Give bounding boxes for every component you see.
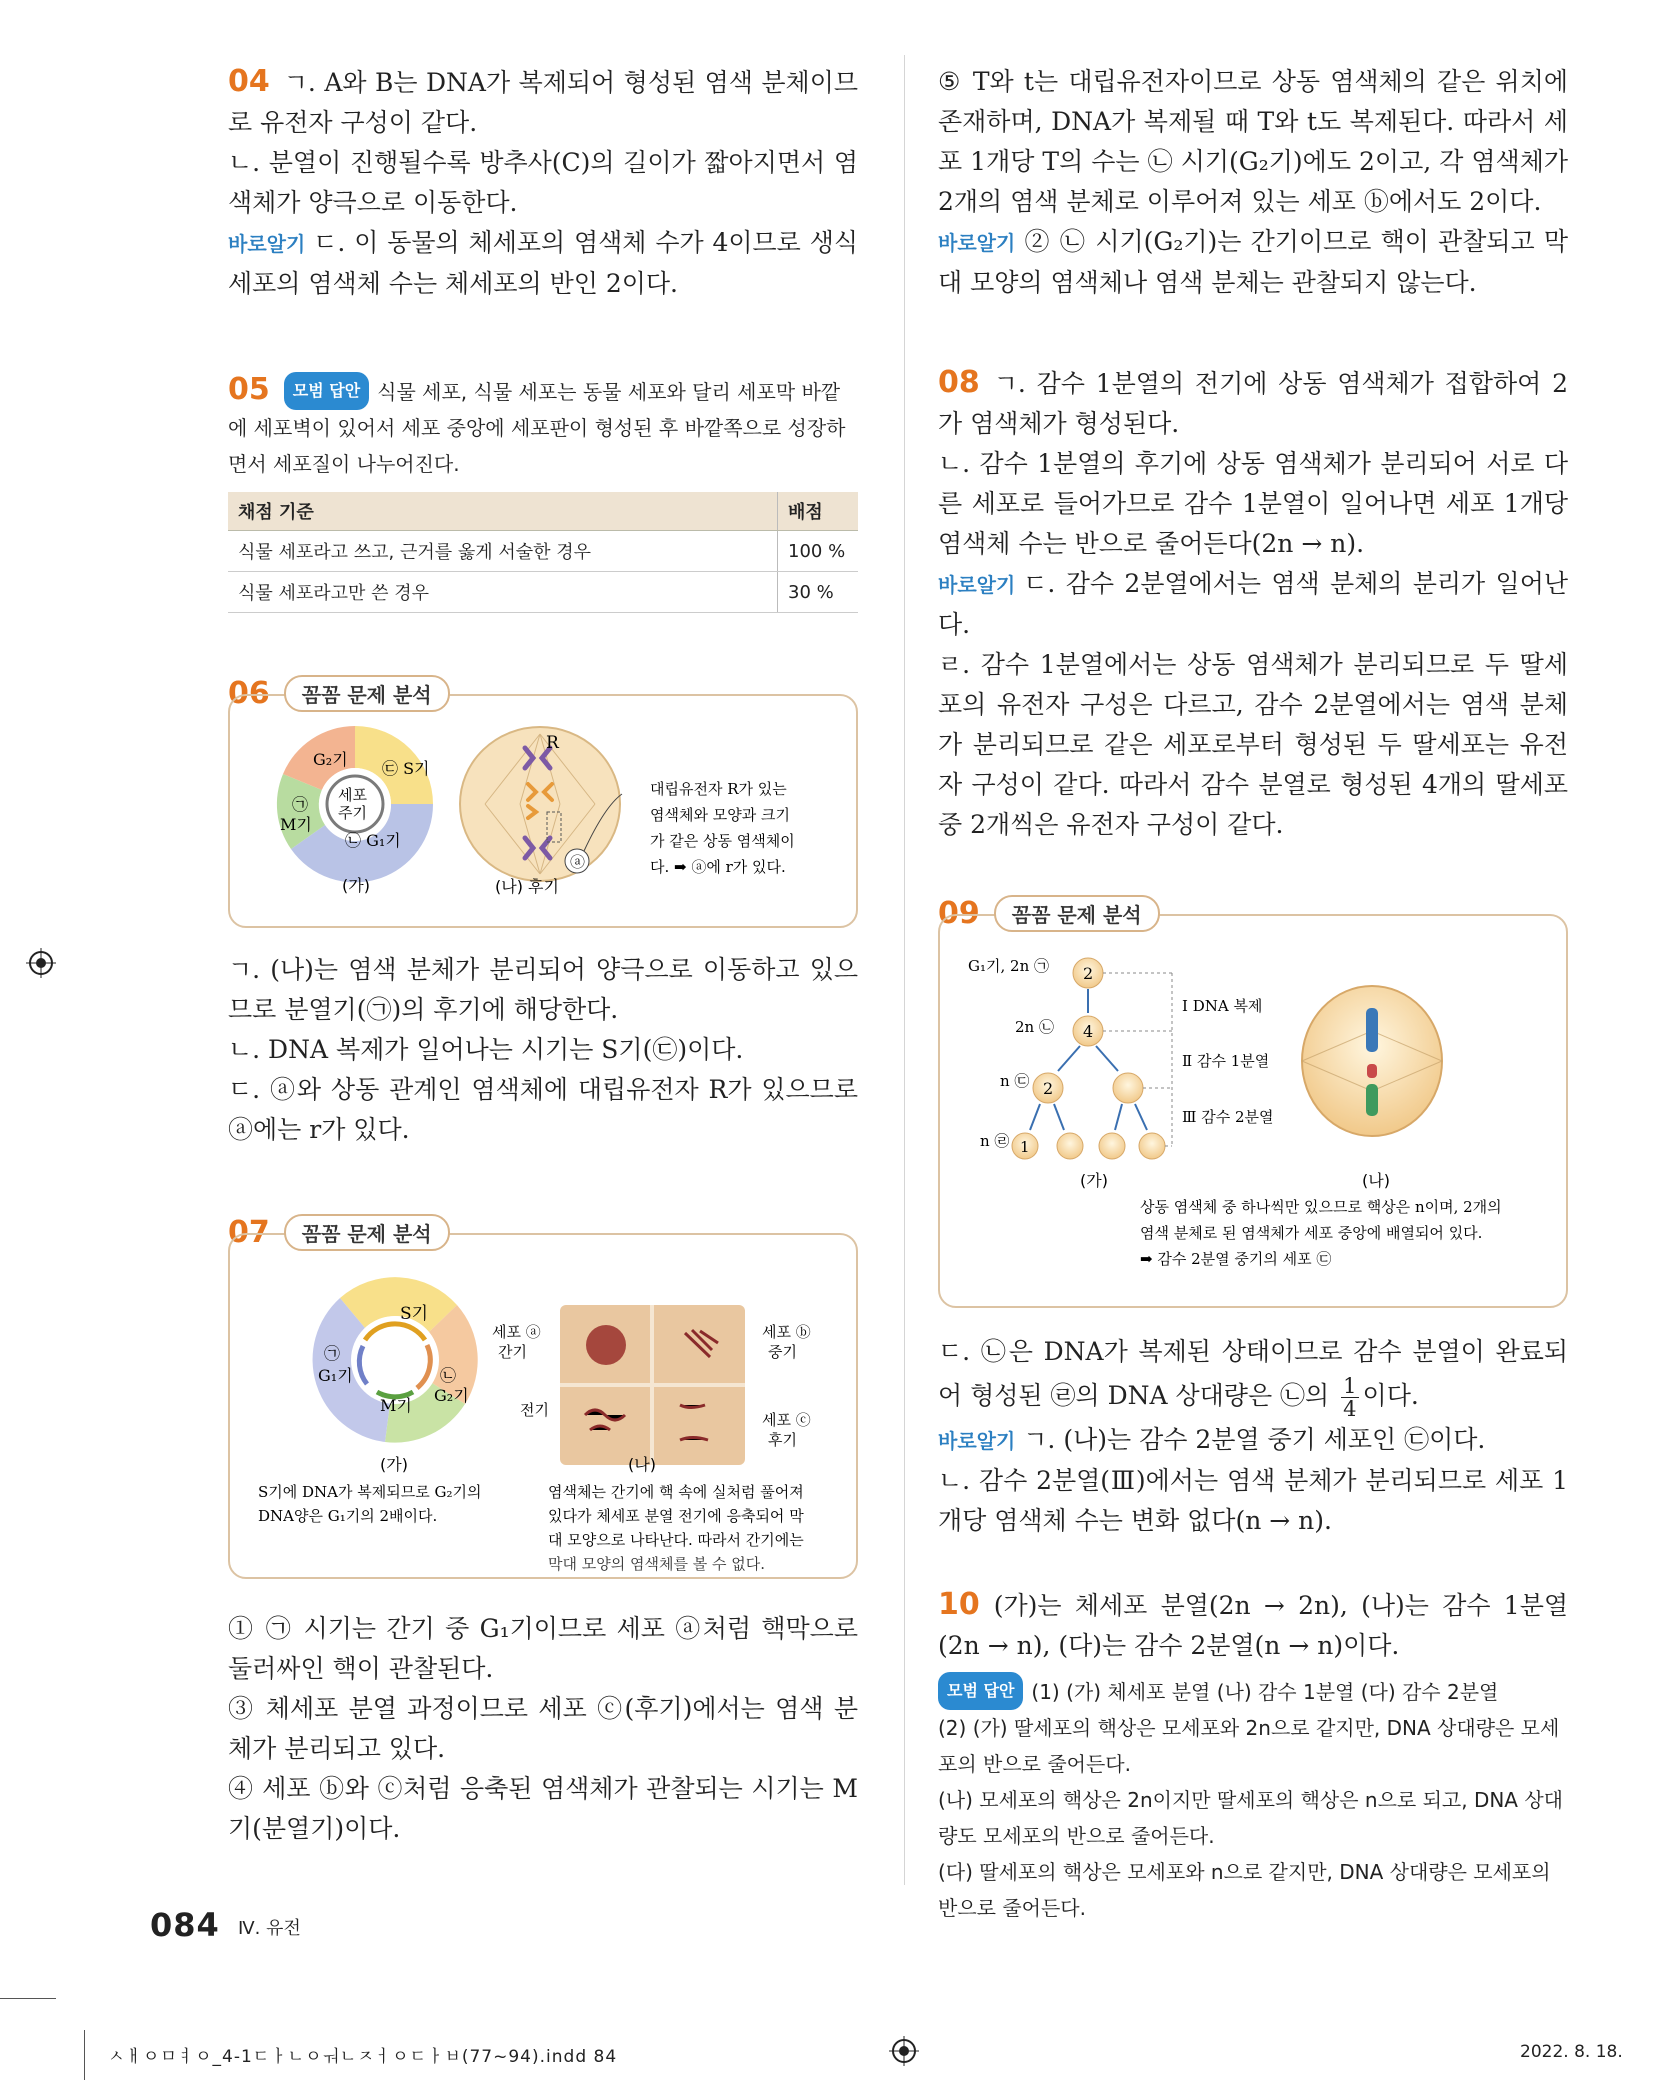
answer-08 xyxy=(938,363,1568,845)
cell-cycle-figure-07 xyxy=(230,1235,856,1557)
print-date: 2022. 8. 18. xyxy=(1520,2042,1623,2062)
label-m: M기 xyxy=(380,1396,412,1415)
dna-value: 1 xyxy=(1020,1138,1030,1156)
caption-b: (나) xyxy=(628,1455,656,1474)
question-number: 07 xyxy=(228,1215,270,1250)
note-b-2: 있다가 체세포 분열 전기에 응축되어 막 xyxy=(548,1507,804,1525)
answer-text: ③ 체세포 분열 과정이므로 세포 ⓒ(후기)에서는 염색 분체가 분리되고 있다. xyxy=(228,1694,858,1763)
crop-mark-line xyxy=(0,1998,56,1999)
note-line-2: 염색 분체로 된 염색체가 세포 중앙에 배열되어 있다. xyxy=(1140,1224,1483,1242)
question-number: 04 xyxy=(228,64,270,99)
label-n-c: n ㉢ xyxy=(1000,1072,1030,1090)
meiosis-figure-09 xyxy=(940,916,1566,1286)
analysis-tag: 꼼꼼 문제 분석 xyxy=(284,1214,450,1251)
question-number: 08 xyxy=(938,365,980,400)
file-name: ㅅㅐㅇㅁㅕㅇ_4-1ㄷㅏㄴㅇㅝㄴㅈㅓㅇㄷㅏㅂ(77~94).indd 84 xyxy=(108,2047,618,2067)
label-g1-mark: ㉠ xyxy=(324,1344,341,1363)
fraction xyxy=(1341,1375,1358,1420)
answer-text: ㄱ. A와 B는 DNA가 복제되어 형성된 염색 분체이므로 유전자 구성이 같다. xyxy=(228,68,858,137)
label-r: R xyxy=(546,733,559,753)
answer-text: ㄴ. 감수 2분열(Ⅲ)에서는 염색 분체가 분리되므로 세포 1개당 염색체 수는 변화 없다(n → n). xyxy=(938,1466,1568,1535)
grading-score-header: 배점 xyxy=(778,492,859,531)
answer-text: (가)는 체세포 분열(2n → 2n), (나)는 감수 1분열(2n → n), (다)는 감수 2분열(n → n)이다. xyxy=(938,1591,1568,1660)
figure-box-06 xyxy=(228,694,858,928)
answer-text: ⑤ T와 t는 대립유전자이므로 상동 염색체의 같은 위치에 존재하며, DNA가 복제될 때 T와 t도 복제된다. 따라서 세포 1개당 T의 수는 ㉡ 시기(G₂기)에도 2이고, 각 염색체가 2개의 염색 분체로 이루어져 있는 세포 ⓑ에서도 2이다. xyxy=(938,67,1568,216)
answer-text: ㄱ. 감수 1분열의 전기에 상동 염색체가 접합하여 2가 염색체가 형성된다. xyxy=(938,369,1568,438)
wrong-answer-label: 바로알기 xyxy=(938,1429,1016,1453)
label-g2: G₂기 xyxy=(434,1386,469,1405)
label-2n: 2n ㉡ xyxy=(1015,1018,1054,1036)
answer-text: ㄴ. 감수 1분열의 후기에 상동 염색체가 분리되어 서로 다른 세포로 들어가므로 감수 1분열이 일어나면 세포 1개당 염색체 수는 반으로 줄어든다(2n → n). xyxy=(938,449,1568,558)
answer-text-end: 이다. xyxy=(1362,1381,1419,1410)
caption-b: (나) xyxy=(1362,1171,1390,1190)
grading-score: 100 % xyxy=(778,531,859,572)
question-number: 10 xyxy=(938,1587,980,1622)
label-a-mark: ⓐ xyxy=(570,853,586,871)
label-cell-a-phase: 간기 xyxy=(498,1343,527,1361)
figure-box-07 xyxy=(228,1233,858,1579)
answer-text: ㄷ. 이 동물의 체세포의 염색체 수가 4이므로 생식세포의 염색체 수는 체세포의 반인 2이다. xyxy=(228,228,858,298)
grading-criteria: 식물 세포라고만 쓴 경우 xyxy=(228,572,778,613)
label-s: S기 xyxy=(400,1304,429,1324)
answer-text: ④ 세포 ⓑ와 ⓒ처럼 응축된 염색체가 관찰되는 시기는 M기(분열기)이다. xyxy=(228,1774,858,1843)
label-s: ㉢ S기 xyxy=(382,759,430,778)
answer-text: ㄷ. ㉡은 DNA가 복제된 상태이므로 감수 분열이 완료되어 형성된 ㉣의 DNA 상대량은 ㉡의 xyxy=(938,1337,1568,1410)
right-column xyxy=(938,62,1568,1926)
caption-b: (나) 후기 xyxy=(495,877,559,896)
answer-text: ㄷ. ⓐ와 상동 관계인 염색체에 대립유전자 R가 있으므로 ⓐ에는 r가 있다. xyxy=(228,1075,858,1144)
label-g2-mark: ㉡ xyxy=(440,1366,457,1385)
answer-text: ㄹ. 감수 1분열에서는 상동 염색체가 분리되므로 두 딸세포의 유전자 구성은 다르고, 감수 2분열에서는 염색 분체가 분리되므로 같은 세포로부터 형성된 두 딸세포는 유전자 구성이 같다. 따라서 감수 분열로 형성된 4개의 딸세포 중 2개씩은 유전자 구성이 같다. xyxy=(938,650,1568,839)
dna-value: 2 xyxy=(1043,1079,1054,1098)
table-row xyxy=(228,531,858,572)
caption-a: (가) xyxy=(380,1455,408,1474)
answer-07-continued xyxy=(938,62,1568,303)
note-line-2: 염색체와 모양과 크기 xyxy=(650,806,790,824)
stage-3: Ⅲ 감수 2분열 xyxy=(1182,1108,1274,1126)
question-number: 05 xyxy=(228,372,270,407)
answer-10 xyxy=(938,1585,1568,1926)
model-answer-line: (1) (가) 체세포 분열 (나) 감수 1분열 (다) 감수 2분열 xyxy=(1031,1680,1499,1704)
model-answer-text: 식물 세포, 식물 세포는 동물 세포와 달리 세포막 바깥에 세포벽이 있어서 세포 중앙에 세포판이 형성된 후 바깥쪽으로 성장하면서 세포질이 나누어진다. xyxy=(228,380,846,476)
model-answer-badge: 모범 답안 xyxy=(284,372,369,410)
answer-text: ① ㉠ 시기는 간기 중 G₁기이므로 세포 ⓐ처럼 핵막으로 둘러싸인 핵이 관찰된다. xyxy=(228,1614,858,1683)
label-g1-2n: G₁기, 2n ㉠ xyxy=(968,957,1049,975)
model-answer-line: (나) 모세포의 핵상은 2n이지만 딸세포의 핵상은 n으로 되고, DNA 상대량도 모세포의 반으로 줄어든다. xyxy=(938,1788,1563,1848)
crop-mark-line xyxy=(84,2030,85,2080)
label-cell-c-phase: 후기 xyxy=(768,1431,797,1449)
answer-text: ㄷ. 감수 2분열에서는 염색 분체의 분리가 일어난다. xyxy=(938,569,1568,639)
answer-text: ㄴ. DNA 복제가 일어나는 시기는 S기(㉢)이다. xyxy=(228,1035,744,1064)
label-g1: ㉡ G₁기 xyxy=(345,831,401,850)
stage-1: Ⅰ DNA 복제 xyxy=(1182,997,1263,1015)
note-a-2: DNA양은 G₁기의 2배이다. xyxy=(258,1507,438,1525)
wrong-answer-label: 바로알기 xyxy=(938,231,1016,255)
section-label: Ⅳ. 유전 xyxy=(238,1918,301,1939)
question-number: 09 xyxy=(938,896,980,931)
grading-score: 30 % xyxy=(778,572,859,613)
note-line-3: ➡ 감수 2분열 중기의 세포 ㉢ xyxy=(1140,1250,1332,1268)
answer-text: ㄱ. (나)는 감수 2분열 중기 세포인 ㉢이다. xyxy=(1023,1425,1486,1454)
registration-mark-icon xyxy=(889,2036,919,2066)
note-line-1: 대립유전자 R가 있는 xyxy=(650,780,787,798)
wrong-answer-label: 바로알기 xyxy=(938,573,1016,597)
note-line-1: 상동 염색체 중 하나씩만 있으므로 핵상은 n이며, 2개의 xyxy=(1140,1198,1502,1216)
left-column xyxy=(228,62,858,1849)
model-answer-badge: 모범 답안 xyxy=(938,1672,1023,1710)
label-prophase: 전기 xyxy=(520,1401,549,1419)
note-b-3: 대 모양으로 나타난다. 따라서 간기에는 xyxy=(548,1531,804,1549)
dna-value: 2 xyxy=(1083,964,1094,983)
grading-criteria: 식물 세포라고 쓰고, 근거를 옳게 서술한 경우 xyxy=(228,531,778,572)
answer-text: ㄴ. 분열이 진행될수록 방추사(C)의 길이가 짧아지면서 염색체가 양극으로 이동한다. xyxy=(228,148,858,217)
label-cycle-2: 주기 xyxy=(338,804,367,822)
answer-04 xyxy=(228,62,858,304)
model-answer-line: (2) (가) 딸세포의 핵상은 모세포와 2n으로 같지만, DNA 상대량은 모세포의 반으로 줄어든다. xyxy=(938,1716,1560,1776)
label-g1: G₁기 xyxy=(318,1366,353,1385)
label-cell-c: 세포 ⓒ xyxy=(762,1411,811,1429)
note-a-1: S기에 DNA가 복제되므로 G₂기의 xyxy=(258,1483,482,1501)
grading-criteria-header: 채점 기준 xyxy=(228,492,778,531)
label-cell-a: 세포 ⓐ xyxy=(492,1323,541,1341)
note-line-4: 다. ➡ ⓐ에 r가 있다. xyxy=(650,858,786,876)
label-cell-b-phase: 중기 xyxy=(768,1343,797,1361)
caption-a: (가) xyxy=(1080,1171,1108,1190)
model-answer-line: (다) 딸세포의 핵상은 모세포와 n으로 같지만, DNA 상대량은 모세포의 반으로 줄어든다. xyxy=(938,1860,1551,1920)
answer-text: ㄱ. (나)는 염색 분체가 분리되어 양극으로 이동하고 있으므로 분열기(㉠)의 후기에 해당한다. xyxy=(228,955,858,1024)
label-m: M기 xyxy=(280,815,312,834)
dna-value: 4 xyxy=(1083,1022,1094,1041)
label-cycle-1: 세포 xyxy=(338,786,367,804)
grading-table xyxy=(228,492,858,613)
fraction-denominator: 4 xyxy=(1343,1397,1357,1421)
column-divider xyxy=(904,55,905,1885)
wrong-answer-label: 바로알기 xyxy=(228,232,306,256)
fraction-numerator: 1 xyxy=(1343,1374,1357,1398)
label-g2: G₂기 xyxy=(313,750,348,769)
analysis-tag: 꼼꼼 문제 분석 xyxy=(284,675,450,712)
figure-box-09 xyxy=(938,914,1568,1308)
label-cell-b: 세포 ⓑ xyxy=(762,1323,811,1341)
page-number: 084 xyxy=(150,1906,220,1944)
answer-09 xyxy=(938,895,1568,1541)
cell-cycle-figure-06 xyxy=(230,696,856,906)
label-m-mark: ㉠ xyxy=(292,795,309,814)
note-line-3: 가 같은 상동 염색체이 xyxy=(650,832,795,850)
answer-06 xyxy=(228,675,858,1150)
question-number: 06 xyxy=(228,676,270,711)
answer-07 xyxy=(228,1214,858,1849)
note-b-4-visible: 막대 모양의 염색체를 볼 수 없다. xyxy=(548,1555,765,1573)
caption-a: (가) xyxy=(342,876,370,895)
stage-2: Ⅱ 감수 1분열 xyxy=(1182,1052,1270,1070)
table-row xyxy=(228,572,858,613)
answer-text: ② ㉡ 시기(G₂기)는 간기이므로 핵이 관찰되고 막대 모양의 염색체나 염색 분체는 관찰되지 않는다. xyxy=(938,227,1568,297)
note-b-1: 염색체는 간기에 핵 속에 실처럼 풀어져 xyxy=(548,1483,804,1501)
registration-mark-icon xyxy=(26,948,56,978)
answer-05 xyxy=(228,372,858,613)
analysis-tag: 꼼꼼 문제 분석 xyxy=(994,895,1160,932)
label-n-d: n ㉣ xyxy=(980,1132,1010,1150)
